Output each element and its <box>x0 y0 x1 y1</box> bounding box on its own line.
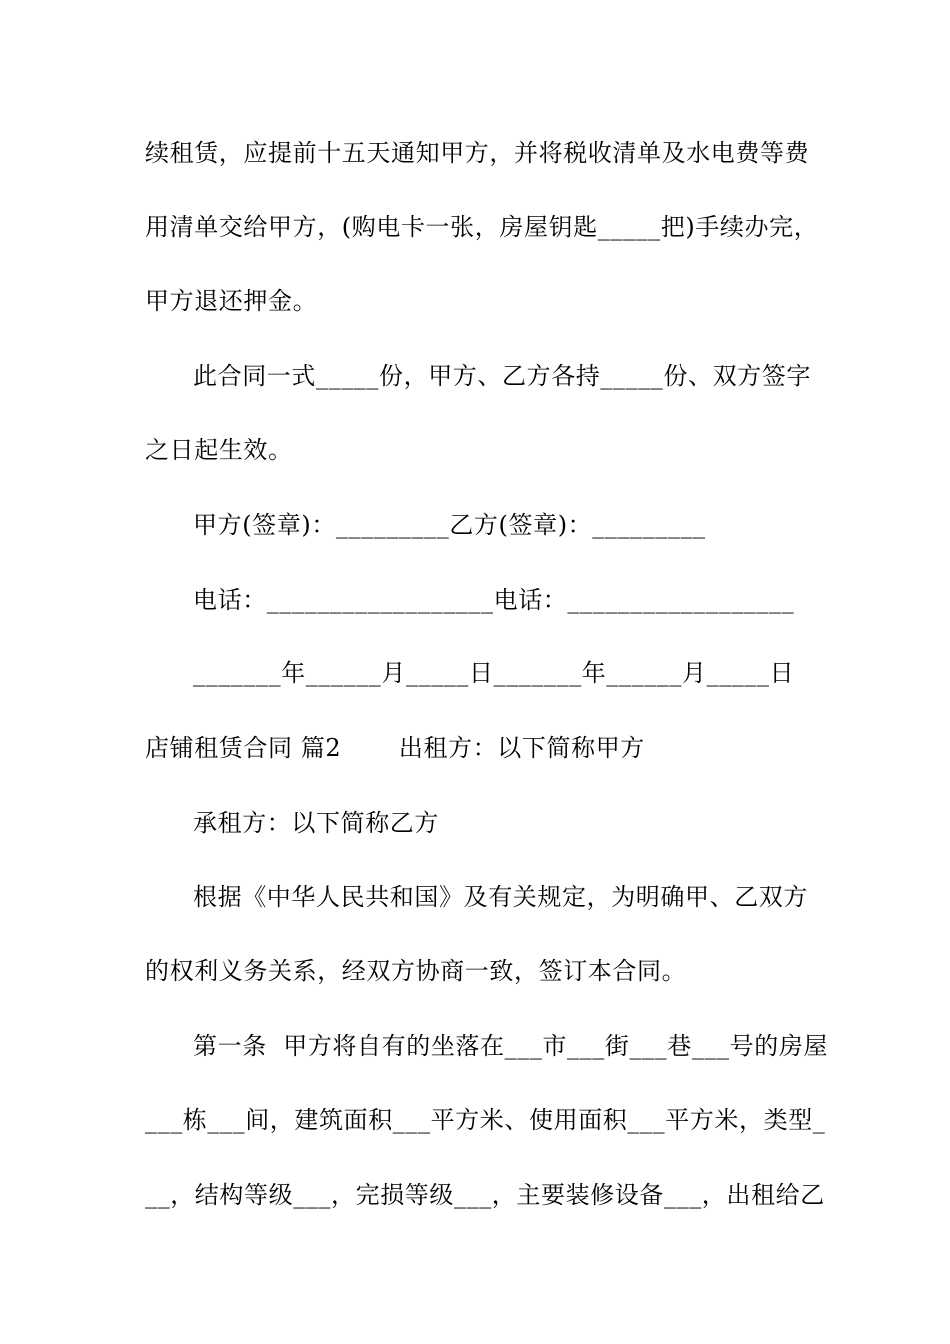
text-line: 甲方退还押金。 <box>145 287 318 315</box>
section-heading: 店铺租赁合同 篇2 出租方：以下简称甲方 <box>145 734 645 762</box>
text-line: 根据《中华人民共和国》及有关规定，为明确甲、乙双方 <box>193 883 808 911</box>
text-line: 此合同一式_____份，甲方、乙方各持_____份、双方签字 <box>193 362 811 390</box>
signature-line: 甲方(签章)：_________乙方(签章)：_________ <box>193 511 706 539</box>
date-line: _______年______月_____日_______年______月_____日 <box>193 659 795 687</box>
text-line: 续租赁，应提前十五天通知甲方，并将税收清单及水电费等费 <box>145 139 810 167</box>
text-line: ___栋___间，建筑面积___平方米、使用面积___平方米，类型_ <box>145 1106 826 1134</box>
text-line: __，结构等级___，完损等级___，主要装修设备___，出租给乙 <box>145 1181 825 1209</box>
article-one-line: 第一条 甲方将自有的坐落在___市___街___巷___号的房屋 <box>193 1032 829 1060</box>
text-line: 用清单交给甲方，(购电卡一张，房屋钥匙_____把)手续办完， <box>145 213 819 241</box>
text-line: 的权利义务关系，经双方协商一致，签订本合同。 <box>145 957 687 985</box>
text-line: 之日起生效。 <box>145 436 293 464</box>
text-line: 承租方：以下简称乙方 <box>193 809 439 837</box>
phone-line: 电话：__________________电话：__________________ <box>193 586 795 614</box>
